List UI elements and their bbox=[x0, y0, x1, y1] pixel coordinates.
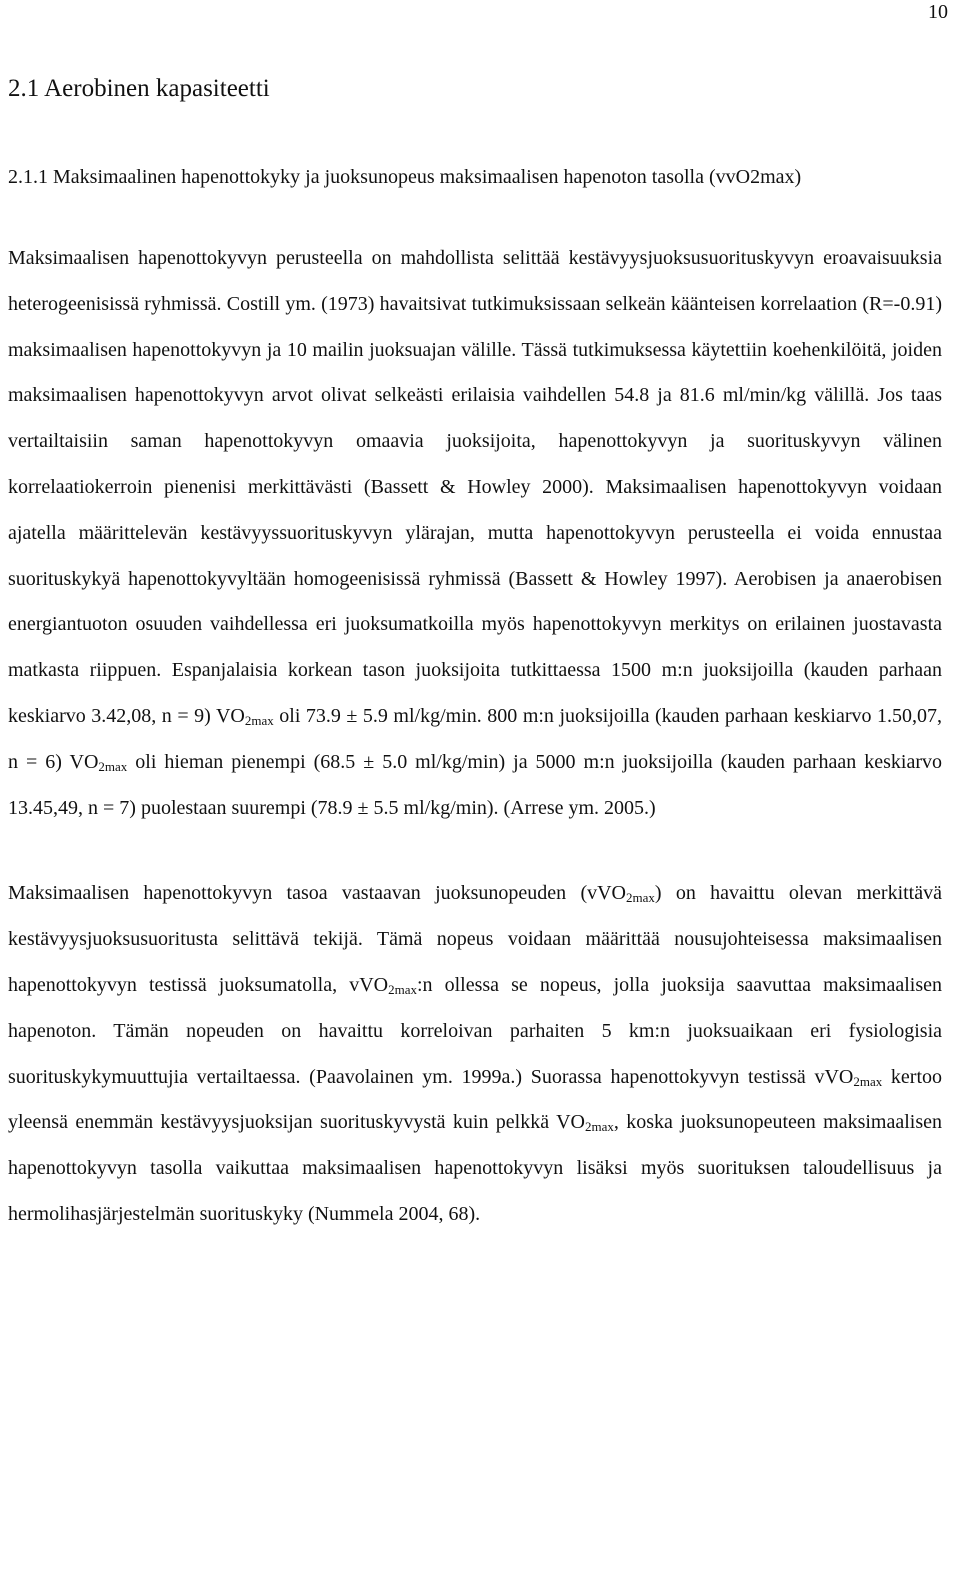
paragraph-vvo2max bbox=[8, 871, 942, 1237]
paragraph2-subscript-1: 2max bbox=[626, 890, 655, 906]
paragraph1-subscript-2: 2max bbox=[98, 758, 128, 774]
section-heading: 2.1 Aerobinen kapasiteetti bbox=[8, 75, 270, 102]
paragraph2-text-3: :n ollessa se nopeus, jolla juoksija saavuttaa maksimaalisen hapenoton. Tämän nopeuden on havaittu korreloivan parhaiten 5 km:n juoksuaikaan eri fysiologisia suorituskykymuuttujia vertailtaessa. (Paavolainen ym. 1999a.) Suorassa hapenottokyvyn testissä vVO bbox=[8, 973, 942, 1088]
paragraph2-subscript-4: 2max bbox=[585, 1119, 614, 1135]
paragraph1-text-1: Maksimaalisen hapenottokyvyn perusteella on mahdollista selittää kestävyysjuoksusuorituskyvyn eroavaisuuksia heterogeenisissä ryhmissä. Costill ym. (1973) havaitsivat tutkimuksissaan selkeän käänteisen korrelaation (R=-0.91) maksimaalisen hapenottokyvyn ja 10 mailin juoksuajan välille. Tässä tutkimuksessa käytettiin koehenkilöitä, joiden maksimaalisen hapenottokyvyn arvot olivat selkeästi erilaisia vaihdellen 54.8 ja 81.6 ml/min/kg välillä. Jos taas vertailtaisiin saman hapenottokyvyn omaavia juoksijoita, hapenottokyvyn ja suorituskyvyn välinen korrelaatiokerroin pienenisi merkittävästi (Bassett & Howley 2000). Maksimaalisen hapenottokyvyn voidaan ajatella määrittelevän kestävyyssuorituskyvyn ylärajan, mutta hapenottokyvyn perusteella ei voida ennustaa suorituskykyä hapenottokyvyltään homogeenisissä ryhmissä (Bassett & Howley 1997). Aerobisen ja anaerobisen energiantuoton osuuden vaihdellessa eri juoksumatkoilla myös hapenottokyvyn merkitys on erilainen juostavasta matkasta riippuen. Espanjalaisia korkean tason juoksijoita tutkittaessa 1500 m:n juoksijoilla (kauden parhaan keskiarvo 3.42,08, n = 9) VO bbox=[8, 247, 942, 727]
paragraph1-text-2: oli 73.9 ± 5.9 ml/kg/min. 800 m:n juoksijoilla (kauden parhaan keskiarvo 1.50,07, n = 6) VO bbox=[8, 704, 943, 773]
document-body bbox=[8, 70, 942, 1238]
paragraph2-text-4: kertoo yleensä enemmän kestävyysjuoksijan suorituskyvystä kuin pelkkä VO bbox=[8, 1065, 942, 1134]
page-number: 10 bbox=[928, 1, 948, 23]
paragraph2-text-2: ) on havaittu olevan merkittävä kestävyysjuoksusuoritusta selittävä tekijä. Tämä nopeus voidaan määrittää nousujohteisessa maksimaalisen hapenottokyvyn testissä juoksumatolla, vVO bbox=[8, 882, 942, 996]
paragraph2-text-5: , koska juoksunopeuteen maksimaalisen hapenottokyvyn tasolla vaikuttaa maksimaalisen hapenottokyvyn lisäksi myös suorituksen taloudellisuus ja hermolihasjärjestelmän suorituskyky (Nummela 2004, 68). bbox=[8, 1111, 942, 1225]
paragraph2-text-1: Maksimaalisen hapenottokyvyn tasoa vastaavan juoksunopeuden (vVO bbox=[8, 882, 627, 905]
paragraph1-text-3: oli hieman pienempi (68.5 ± 5.0 ml/kg/min) ja 5000 m:n juoksijoilla (kauden parhaan keskiarvo 13.45,49, n = 7) puolestaan suurempi (78.9 ± 5.5 ml/kg/min). (Arrese ym. 2005.) bbox=[8, 750, 943, 819]
paragraph-vo2max-performance bbox=[8, 236, 942, 831]
subsection-heading: 2.1.1 Maksimaalinen hapenottokyky ja juoksunopeus maksimaalisen hapenoton tasolla (vvO2max) bbox=[8, 166, 802, 188]
paragraph1-subscript-1: 2max bbox=[244, 712, 274, 728]
paragraph2-subscript-3: 2max bbox=[853, 1073, 883, 1089]
paragraph2-subscript-2: 2max bbox=[388, 981, 417, 997]
